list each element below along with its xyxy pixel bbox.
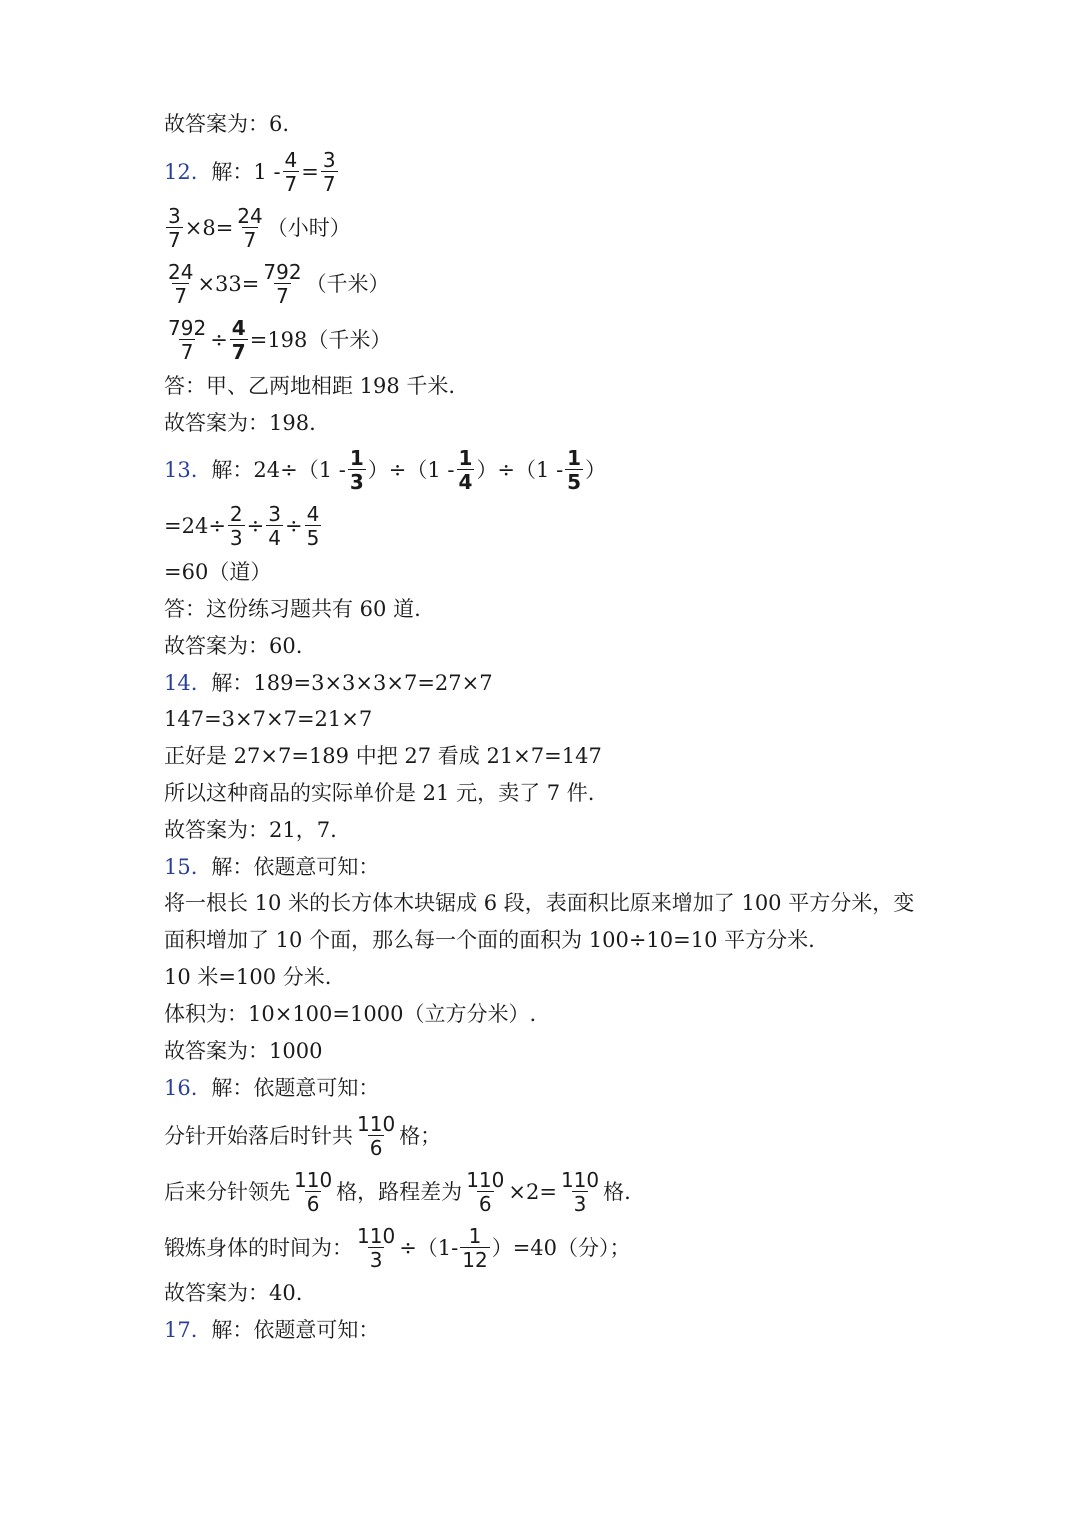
text: 故答案为：60. [164,634,303,658]
numerator: 1 [458,446,473,470]
numerator: 3 [322,148,336,172]
question-number-13: 13. [164,457,198,482]
text: 正好是 27×7=189 中把 27 看成 21×7=147 [164,744,602,768]
text: ×2= [508,1179,557,1204]
fraction [355,1114,397,1158]
question-number-15: 15. [164,855,198,879]
text: 面积增加了 10 个面，那么每一个面的面积为 100÷10=10 平方分米. [164,928,815,952]
solution-15-line-1 [164,857,379,878]
fraction [305,504,322,548]
solution-16-line-4 [164,1226,631,1270]
denominator: 7 [322,172,336,196]
denominator: 7 [276,284,289,308]
text: （千米） [305,271,390,296]
solution-12-line-2 [164,206,351,250]
question-number-14: 14. [164,671,198,695]
fraction [283,150,300,194]
text: 故答案为：40. [164,1281,303,1305]
text: ×33= [197,271,260,296]
text: ÷ [246,513,265,538]
denominator: 7 [231,340,246,364]
text: =24÷ [164,513,226,538]
fraction [460,1226,489,1270]
denominator: 7 [168,228,181,252]
numerator: 1 [349,446,364,470]
text: ）÷（1 - [476,457,564,482]
denominator: 6 [369,1136,383,1160]
solution-12-final [164,413,316,434]
text: 格. [603,1179,631,1204]
text: ÷（1- [399,1235,459,1260]
numerator: 110 [560,1168,600,1192]
solution-16-line-3 [164,1170,631,1214]
text: 答：甲、乙两地相距 198 千米. [164,374,456,398]
text: 解：1 - [211,159,281,184]
text: 解：189=3×3×3×7=27×7 [211,671,493,695]
denominator: 12 [462,1248,488,1272]
question-number-12: 12. [164,159,198,184]
text: 格，路程差为 [336,1179,463,1204]
fraction [166,262,195,306]
text: 故答案为：198. [164,411,316,435]
denominator: 6 [306,1192,320,1216]
text: 解：依题意可知： [211,1318,380,1342]
fraction [261,262,303,306]
text: ）÷（1 - [367,457,455,482]
denominator: 4 [268,526,281,550]
fraction [166,318,208,362]
numerator: 4 [284,148,298,172]
solution-16-final [164,1283,302,1304]
numerator: 2 [229,502,243,526]
question-number-17: 17. [164,1318,198,1342]
text: 解：依题意可知： [211,855,380,879]
numerator: 792 [168,316,207,340]
text: 10 米=100 分米. [164,965,332,989]
solution-12-line-4 [164,318,391,362]
fraction [230,318,248,362]
solution-14-line-2 [164,709,372,730]
denominator: 6 [478,1192,492,1216]
text: 体积为：10×100=1000（立方分米）. [164,1002,537,1026]
text: 分针开始落后时针共 [164,1123,353,1148]
answer-text: 故答案为：6. [164,112,290,136]
solution-14-line-4 [164,783,594,804]
solution-15-final [164,1041,322,1062]
text: 格； [399,1123,442,1148]
fraction [266,504,283,548]
numerator: 4 [306,502,320,526]
solution-13-answer [164,599,421,620]
denominator: 5 [567,470,582,494]
numerator: 1 [468,1224,482,1248]
numerator: 4 [231,316,246,340]
text: ）=40（分）； [491,1235,631,1260]
text: 所以这种商品的实际单价是 21 元，卖了 7 件. [164,781,595,805]
text: 锻炼身体的时间为： [164,1235,353,1260]
text: 故答案为：21，7. [164,818,337,842]
text: ÷ [210,327,228,352]
numerator: 110 [466,1168,505,1192]
text: =60（道） [164,560,272,584]
text: 后来分针领先 [164,1179,290,1204]
text: ÷ [285,513,303,538]
numerator: 1 [567,446,582,470]
numerator: 110 [357,1112,396,1136]
solution-15-line-4 [164,967,331,988]
text: =198（千米） [249,327,392,352]
text: 147=3×7×7=21×7 [164,707,373,731]
fraction [166,206,183,250]
solution-13-line-2 [164,504,323,548]
numerator: 110 [294,1168,333,1192]
numerator: 3 [268,502,281,526]
numerator: 3 [168,204,181,228]
denominator: 3 [573,1192,587,1216]
numerator: 24 [168,260,194,284]
text: 将一根长 10 米的长方体木块锯成 6 段，表面积比原来增加了 100 平方分米，变 [164,891,915,915]
solution-16-line-1 [164,1078,379,1099]
solution-15-line-5 [164,1004,536,1025]
solution-15-line-2 [164,893,914,914]
numerator: 792 [263,260,302,284]
solution-12-line-1 [164,150,340,194]
fraction [457,448,475,492]
text: 解：依题意可知： [211,1076,380,1100]
fraction [292,1170,334,1214]
solution-14-final [164,820,337,841]
fraction [235,206,264,250]
denominator: 5 [306,526,320,550]
solution-17-line-1 [164,1320,379,1341]
fraction [464,1170,506,1214]
fraction [228,504,245,548]
solution-12-line-3 [164,262,390,306]
fraction [321,150,338,194]
fraction [565,448,583,492]
fraction [559,1170,601,1214]
numerator: 110 [357,1224,396,1248]
text: 解：24÷（1 - [211,457,346,482]
denominator: 7 [243,228,257,252]
solution-13-line-1 [164,448,606,492]
text: ×8= [184,215,234,240]
denominator: 3 [349,470,364,494]
solution-15-line-3 [164,930,815,951]
text: （小时） [266,215,351,240]
solution-12-answer [164,376,455,397]
answer-line-11 [164,114,289,135]
fraction [348,448,366,492]
solution-13-line-3 [164,562,271,583]
solution-14-line-3 [164,746,602,767]
question-number-16: 16. [164,1076,198,1100]
solution-13-final [164,636,302,657]
denominator: 7 [180,340,194,364]
denominator: 7 [174,284,188,308]
text: 答：这份练习题共有 60 道. [164,597,421,621]
solution-14-line-1 [164,673,493,694]
equals: = [301,159,319,184]
denominator: 3 [229,526,243,550]
fraction [355,1226,397,1270]
text: 故答案为：1000 [164,1039,323,1063]
text: ） [585,457,607,482]
denominator: 7 [284,172,298,196]
numerator: 24 [237,204,263,228]
denominator: 4 [458,470,473,494]
denominator: 3 [369,1248,383,1272]
solution-16-line-2 [164,1114,441,1158]
